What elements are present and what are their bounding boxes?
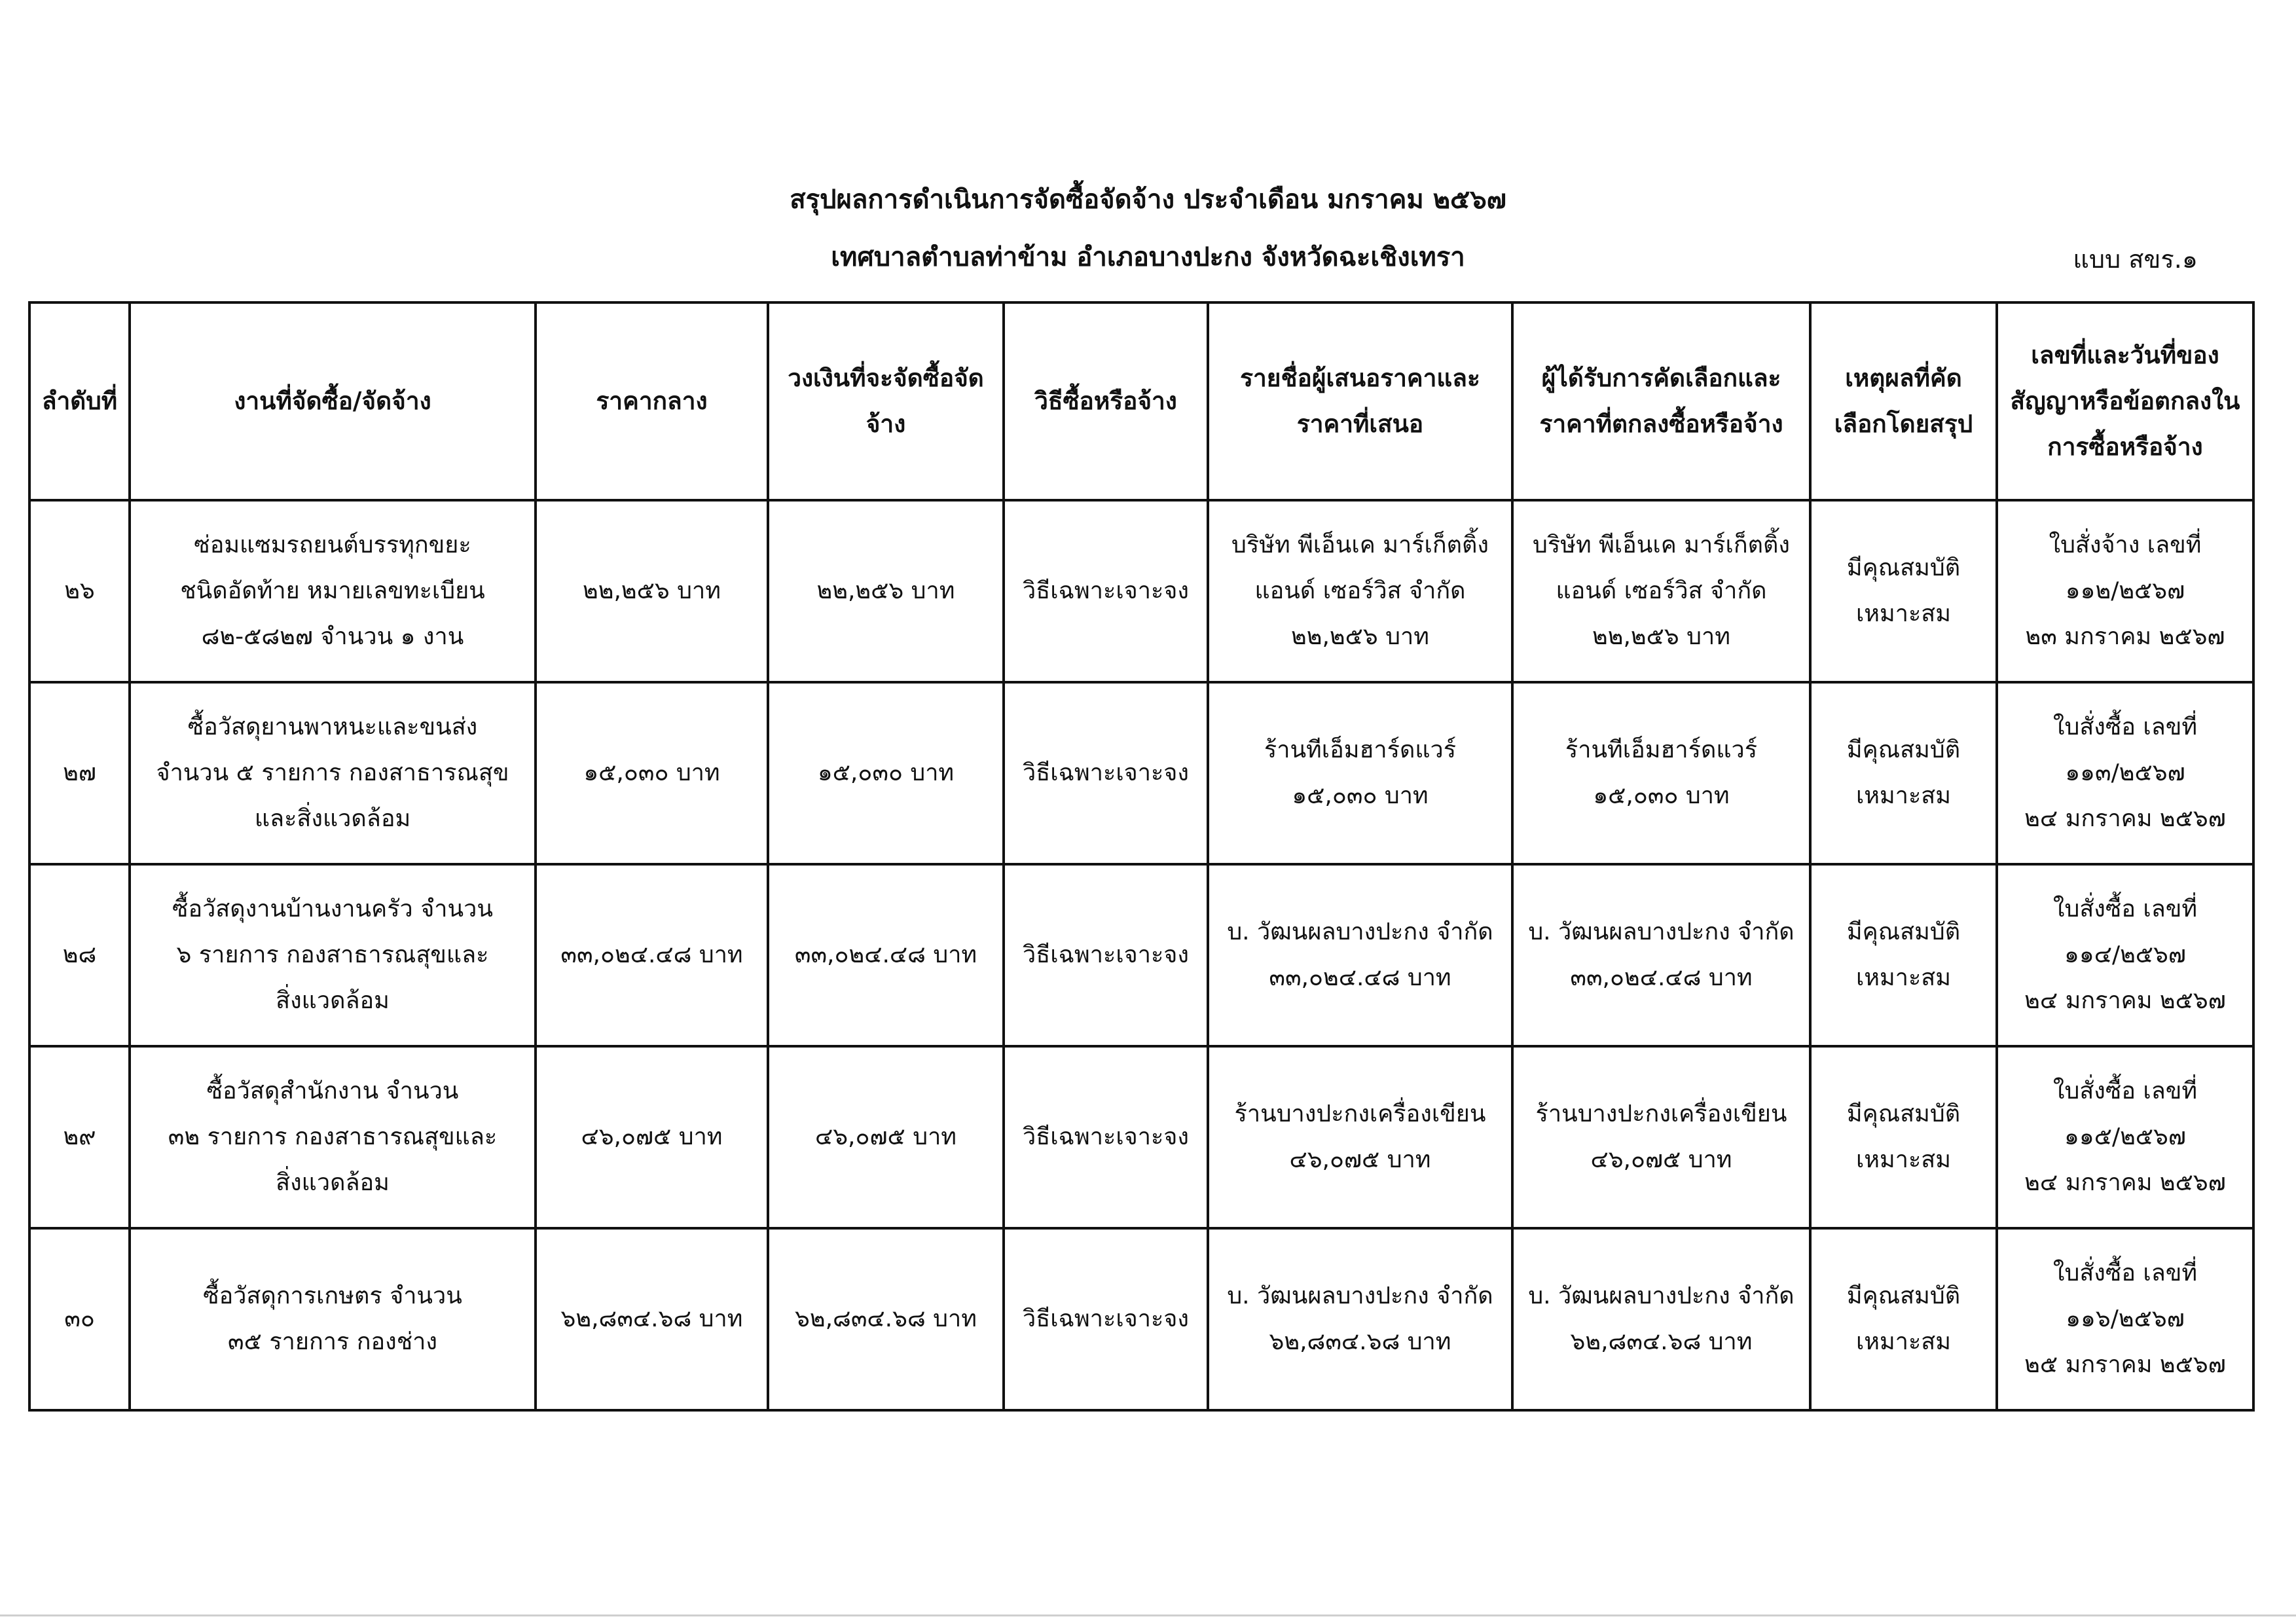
cell-col-method: [1004, 1228, 1208, 1410]
cell-line: เหมาะสม: [1855, 964, 1952, 991]
cell-col-number: [29, 500, 130, 682]
cell-line: ๓๓,๐๒๔.๔๘ บาท: [794, 941, 977, 968]
cell-line: ๑๕,๐๓๐ บาท: [817, 759, 955, 786]
cell-line: ๖๒,๘๓๔.๖๘ บาท: [1570, 1328, 1753, 1355]
cell-col-method: [1004, 682, 1208, 864]
cell-line: ๒๔ มกราคม ๒๕๖๗: [2024, 805, 2226, 832]
cell-col-method: [1004, 1046, 1208, 1228]
cell-line: ๒๒,๒๕๖ บาท: [583, 577, 721, 604]
cell-line: เหมาะสม: [1855, 600, 1952, 627]
header-line: เลขที่และวันที่ของ: [2031, 341, 2219, 369]
cell-col-method: [1004, 500, 1208, 682]
header-col-item: [130, 302, 536, 500]
header-line: จะจัดซื้อจัดจ้าง: [866, 364, 984, 438]
cell-line: บริษัท พีเอ็นเค มาร์เก็ตติ้ง: [1231, 532, 1489, 558]
header-line: สัญญา: [2010, 387, 2080, 415]
cell-col-reference-price: [536, 864, 768, 1046]
cell-col-item: [130, 864, 536, 1046]
cell-line: ๖ รายการ กองสาธารณสุขและ: [176, 941, 489, 968]
cell-line: ๒๓ มกราคม ๒๕๖๗: [2025, 623, 2225, 650]
cell-line: ๔๖,๐๗๕ บาท: [1590, 1146, 1732, 1173]
cell-col-budget: [768, 500, 1004, 682]
header-line: และราคาที่ตกลง: [1539, 364, 1781, 438]
table-row: [29, 500, 2253, 682]
cell-col-reference-price: [536, 1046, 768, 1228]
header-col-reference-price: [536, 302, 768, 500]
header-line: สรุป: [1929, 410, 1973, 438]
cell-line: ๑๑๔/๒๕๖๗: [2064, 941, 2186, 968]
cell-line: ๖๒,๘๓๔.๖๘ บาท: [560, 1305, 743, 1332]
cell-line: ๒๔ มกราคม ๒๕๖๗: [2024, 987, 2226, 1014]
header-col-method: [1004, 302, 1208, 500]
cell-line: ๖๒,๘๓๔.๖๘ บาท: [795, 1305, 977, 1332]
cell-col-reason: [1810, 682, 1997, 864]
cell-col-budget: [768, 682, 1004, 864]
cell-col-budget: [768, 864, 1004, 1046]
cell-line: ๒๒,๒๕๖ บาท: [1592, 623, 1730, 650]
cell-line: ร้านทีเอ็มฮาร์ดแวร์: [1565, 737, 1758, 763]
cell-col-number: [29, 864, 130, 1046]
cell-line: ๓๓,๐๒๔.๔๘ บาท: [560, 941, 743, 968]
scan-edge-line: [0, 1614, 2296, 1616]
cell-col-selected: [1512, 864, 1810, 1046]
table-row: [29, 1046, 2253, 1228]
header-col-bidders: [1208, 302, 1512, 500]
cell-line: ๑๑๕/๒๕๖๗: [2064, 1123, 2186, 1150]
cell-line: มีคุณสมบัติ: [1846, 555, 1961, 581]
cell-line: วิธีเฉพาะเจาะจง: [1023, 759, 1189, 786]
cell-line: ใบสั่งซื้อ เลขที่: [2052, 714, 2198, 740]
cell-line: ๑๕,๐๓๐ บาท: [1292, 782, 1429, 809]
cell-line: ใบสั่งซื้อ เลขที่: [2052, 896, 2198, 922]
header-line: ผู้ได้รับการคัดเลือก: [1541, 364, 1738, 392]
cell-line: มีคุณสมบัติ: [1846, 919, 1961, 945]
header-line: ราคากลาง: [596, 387, 708, 415]
cell-line: ซื้อวัสดุการเกษตร จำนวน: [203, 1283, 462, 1309]
cell-line: ๒๒,๒๕๖ บาท: [816, 577, 955, 604]
header-line: หรือจ้าง: [2119, 433, 2203, 461]
cell-line: ๓๓,๐๒๔.๔๘ บาท: [1570, 964, 1753, 991]
cell-line: ๑๑๓/๒๕๖๗: [2065, 759, 2185, 786]
cell-col-reason: [1810, 864, 1997, 1046]
cell-line: ร้านบางปะกงเครื่องเขียน: [1535, 1101, 1787, 1127]
cell-line: ๘๒-๕๘๒๗ จำนวน ๑ งาน: [201, 623, 464, 650]
cell-line: วิธีเฉพาะเจาะจง: [1023, 1123, 1189, 1150]
cell-line: ๖๒,๘๓๔.๖๘ บาท: [1269, 1328, 1451, 1355]
cell-line: ๑๕,๐๓๐ บาท: [1593, 782, 1730, 809]
header-line: และราคาที่เสนอ: [1296, 364, 1480, 438]
cell-col-reference-price: [536, 500, 768, 682]
cell-line: ๓๒ รายการ กองสาธารณสุขและ: [168, 1123, 498, 1150]
cell-line: ๒๘: [62, 941, 97, 968]
cell-line: ใบสั่งจ้าง เลขที่: [2049, 532, 2202, 558]
cell-col-reason: [1810, 500, 1997, 682]
procurement-table: [28, 301, 2255, 1412]
page-subtitle: เทศบาลตำบลท่าข้าม อำเภอบางปะกง จังหวัดฉะเชิงเทรา: [831, 242, 1465, 272]
cell-col-selected: [1512, 1228, 1810, 1410]
cell-col-selected: [1512, 1046, 1810, 1228]
table-header-row: [29, 302, 2253, 500]
cell-line: ซื้อวัสดุยานพาหนะและขนส่ง: [187, 714, 478, 740]
cell-line: วิธีเฉพาะเจาะจง: [1023, 1305, 1189, 1332]
cell-line: เหมาะสม: [1855, 1328, 1952, 1355]
header-col-number: [29, 302, 130, 500]
cell-line: ๒๗: [63, 759, 96, 786]
cell-line: ใบสั่งซื้อ เลขที่: [2052, 1260, 2198, 1286]
cell-line: บ. วัฒนผลบางปะกง จำกัด: [1227, 919, 1493, 945]
cell-line: แอนด์ เซอร์วิส จำกัด: [1556, 577, 1767, 604]
cell-line: ๓๕ รายการ กองช่าง: [228, 1328, 437, 1355]
cell-line: ๒๖: [64, 577, 95, 604]
cell-col-bidders: [1208, 864, 1512, 1046]
header-line: วิธีซื้อหรือจ้าง: [1034, 387, 1177, 415]
cell-line: ร้านทีเอ็มฮาร์ดแวร์: [1264, 737, 1457, 763]
cell-col-contract: [1997, 1046, 2253, 1228]
header-line: ซื้อหรือจ้าง: [1669, 410, 1783, 438]
header-col-budget: [768, 302, 1004, 500]
table-body: [29, 500, 2253, 1410]
cell-col-budget: [768, 1046, 1004, 1228]
cell-line: วิธีเฉพาะเจาะจง: [1023, 941, 1189, 968]
cell-line: สิ่งแวดล้อม: [276, 1169, 390, 1196]
cell-line: ๑๑๖/๒๕๖๗: [2066, 1305, 2185, 1332]
cell-col-reason: [1810, 1228, 1997, 1410]
cell-line: ร้านบางปะกงเครื่องเขียน: [1234, 1101, 1486, 1127]
cell-line: และสิ่งแวดล้อม: [254, 805, 411, 832]
cell-col-bidders: [1208, 682, 1512, 864]
cell-col-item: [130, 682, 536, 864]
cell-line: บ. วัฒนผลบางปะกง จำกัด: [1528, 919, 1795, 945]
cell-line: ๑๑๒/๒๕๖๗: [2065, 577, 2185, 604]
cell-line: ๓๓,๐๒๔.๔๘ บาท: [1269, 964, 1451, 991]
cell-line: เหมาะสม: [1855, 1146, 1952, 1173]
cell-line: แอนด์ เซอร์วิส จำกัด: [1254, 577, 1466, 604]
cell-col-contract: [1997, 500, 2253, 682]
header-col-reason: [1810, 302, 1997, 500]
cell-col-bidders: [1208, 500, 1512, 682]
cell-col-selected: [1512, 500, 1810, 682]
header-line: เหตุผล: [1845, 364, 1914, 392]
header-line: งานที่จัดซื้อ/จัดจ้าง: [234, 387, 431, 415]
header-line: ที่คัดเลือกโดย: [1834, 364, 1962, 438]
table-row: [29, 864, 2253, 1046]
header-line: รายชื่อผู้เสนอราคา: [1240, 364, 1437, 392]
cell-line: สิ่งแวดล้อม: [276, 987, 390, 1014]
cell-col-number: [29, 1228, 130, 1410]
cell-line: ๒๕ มกราคม ๒๕๖๗: [2024, 1351, 2226, 1378]
cell-line: ซื้อวัสดุงานบ้านงานครัว จำนวน: [172, 896, 493, 922]
cell-col-contract: [1997, 1228, 2253, 1410]
header-line: ลำดับที่: [41, 387, 118, 415]
cell-col-item: [130, 1228, 536, 1410]
cell-col-item: [130, 500, 536, 682]
header-line: หรือข้อตกลงในการซื้อ: [2047, 387, 2240, 461]
cell-col-number: [29, 1046, 130, 1228]
cell-line: ใบสั่งซื้อ เลขที่: [2052, 1078, 2198, 1104]
cell-col-contract: [1997, 682, 2253, 864]
cell-col-selected: [1512, 682, 1810, 864]
cell-line: บริษัท พีเอ็นเค มาร์เก็ตติ้ง: [1533, 532, 1790, 558]
cell-line: มีคุณสมบัติ: [1846, 1101, 1961, 1127]
cell-line: ซื้อวัสดุสำนักงาน จำนวน: [206, 1078, 459, 1104]
cell-line: ๒๒,๒๕๖ บาท: [1291, 623, 1429, 650]
cell-line: มีคุณสมบัติ: [1846, 737, 1961, 763]
cell-line: บ. วัฒนผลบางปะกง จำกัด: [1227, 1283, 1493, 1309]
cell-line: เหมาะสม: [1855, 782, 1952, 809]
cell-col-number: [29, 682, 130, 864]
cell-col-bidders: [1208, 1228, 1512, 1410]
cell-col-bidders: [1208, 1046, 1512, 1228]
table-row: [29, 682, 2253, 864]
cell-line: ๔๖,๐๗๕ บาท: [581, 1123, 723, 1150]
cell-col-reference-price: [536, 1228, 768, 1410]
header-col-contract: [1997, 302, 2253, 500]
cell-line: ๔๖,๐๗๕ บาท: [814, 1123, 957, 1150]
cell-line: ชนิดอัดท้าย หมายเลขทะเบียน: [180, 577, 485, 604]
form-code: แบบ สขร.๑: [2073, 245, 2198, 274]
cell-line: บ. วัฒนผลบางปะกง จำกัด: [1528, 1283, 1795, 1309]
header-col-selected: [1512, 302, 1810, 500]
cell-line: ๔๖,๐๗๕ บาท: [1289, 1146, 1431, 1173]
cell-line: มีคุณสมบัติ: [1846, 1283, 1961, 1309]
table-row: [29, 1228, 2253, 1410]
header-line: วงเงินที่: [788, 364, 866, 392]
cell-line: ๒๙: [63, 1123, 96, 1150]
cell-col-budget: [768, 1228, 1004, 1410]
cell-line: ๑๕,๐๓๐ บาท: [583, 759, 720, 786]
cell-line: ๒๔ มกราคม ๒๕๖๗: [2024, 1169, 2226, 1196]
cell-line: จำนวน ๕ รายการ กองสาธารณสุข: [156, 759, 509, 786]
cell-col-contract: [1997, 864, 2253, 1046]
cell-line: ซ่อมแซมรถยนต์บรรทุกขยะ: [194, 532, 471, 558]
cell-col-reference-price: [536, 682, 768, 864]
cell-line: วิธีเฉพาะเจาะจง: [1023, 577, 1189, 604]
page-title: สรุปผลการดำเนินการจัดซื้อจัดจ้าง ประจำเดือน มกราคม ๒๕๖๗: [790, 185, 1506, 215]
cell-col-reason: [1810, 1046, 1997, 1228]
cell-col-item: [130, 1046, 536, 1228]
cell-col-method: [1004, 864, 1208, 1046]
cell-line: ๓๐: [64, 1305, 95, 1332]
